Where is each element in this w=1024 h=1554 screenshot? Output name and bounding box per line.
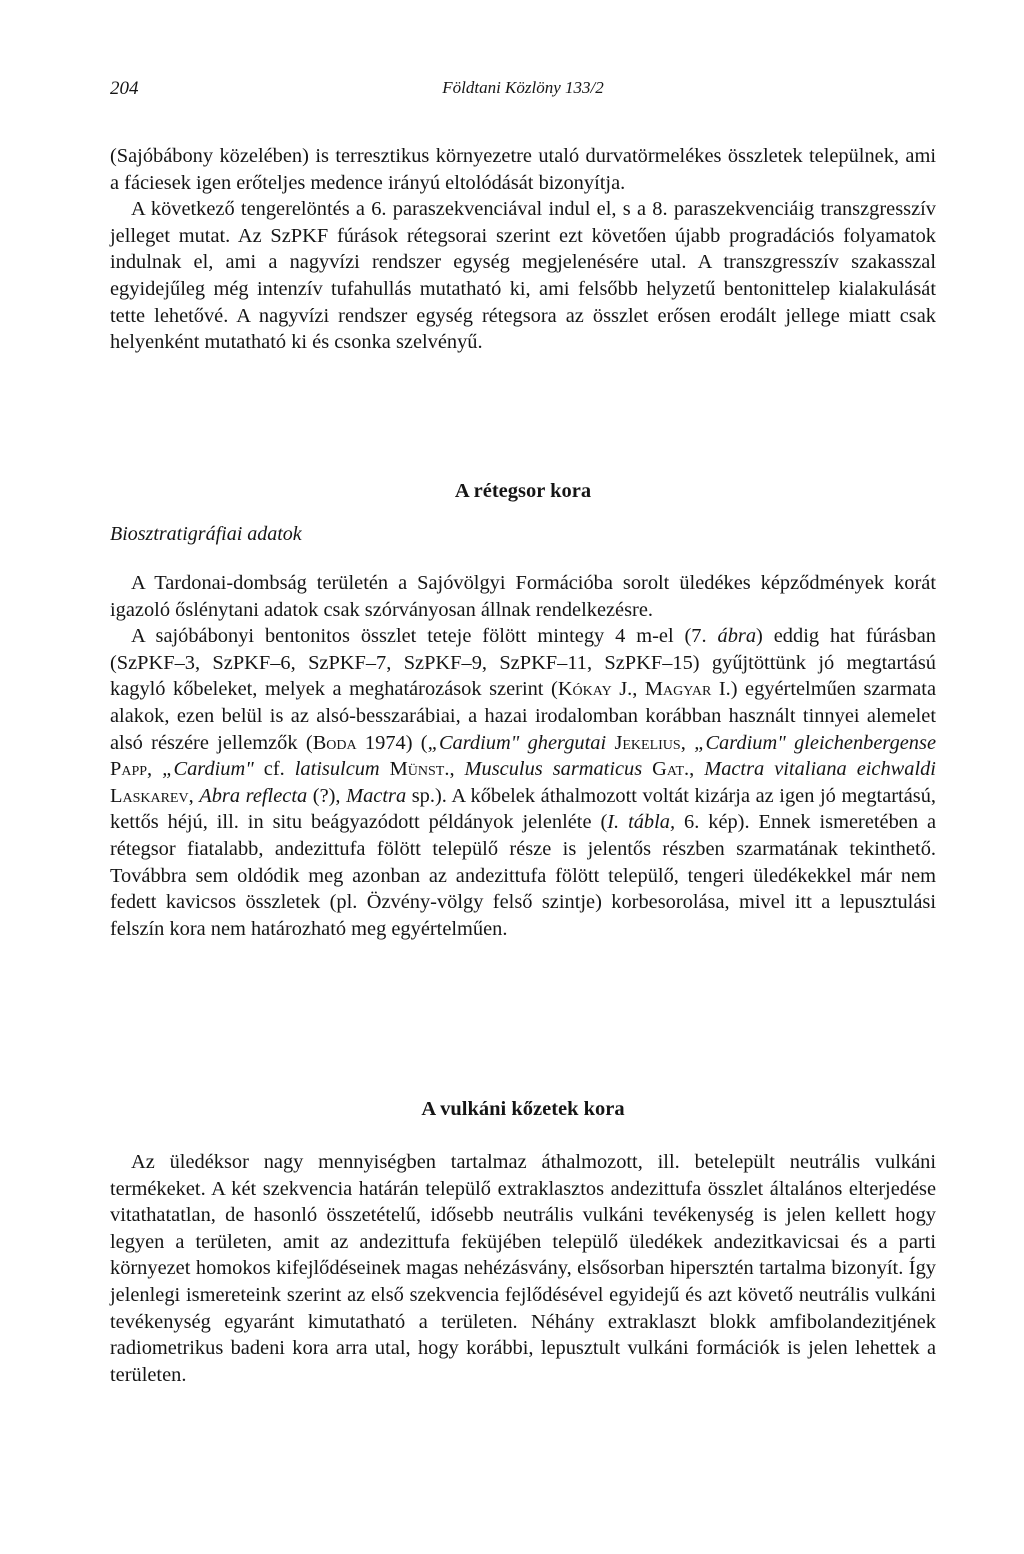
intro-paragraph-1: (Sajóbábony közelében) is terresztikus környezetre utaló durvatörmelékes összletek települnek, ami a fáciesek igen erőteljes medence irányú eltolódását bizonyítja. (110, 145, 936, 194)
text-run: I.) egyértelműen szarmata alakok, ezen belül is az alsó-besszarábiai, a hazai irodalomban korábban használt tinnyei alemelet alsó részére jellemzők ( (110, 678, 937, 754)
text-run: (?), (307, 784, 347, 807)
section2-text (110, 1149, 936, 1388)
species-name: Mactra (346, 784, 407, 807)
text-run: ) eddig hat fúrásban (SzPKF–3, SzPKF–6, SzPKF–7, SzPKF–9, SzPKF–11, SzPKF–15) gyűjtöttünk jó megtartású kagyló kőbeleket, melyek a meghatározások szerint ( (110, 625, 936, 701)
species-name: Mactra vitaliana eichwaldi (704, 758, 936, 781)
species-name: „Cardium" (162, 758, 254, 781)
text-run: ., (684, 758, 705, 781)
section1-paragraph-2 (110, 623, 936, 942)
text-run: sp.). A kőbelek áthalmozott voltát kizárja az igen jó megtartású, kettős héjú, ill. in situ beágyazódott példányok jelenléte ( (110, 784, 936, 834)
section-heading-volcanic: A vulkáni kőzetek kora (421, 1098, 625, 1120)
author-name: Gat (652, 758, 685, 781)
text-run: J., (611, 678, 645, 701)
section1-paragraph-1: A Tardonai-dombság területén a Sajóvölgyi Formációba sorolt üledékes képződmények korát igazoló őslénytani adatok csak szórványosan állnak rendelkezésre. (110, 572, 936, 621)
subheading-biostratigraphy: Biosztratigráfiai adatok (110, 523, 302, 545)
text-run: , (680, 731, 695, 754)
species-name: latisulcum (294, 758, 380, 781)
text-run (642, 758, 652, 780)
species-name: Abra reflecta (199, 784, 308, 807)
author-name: Magyar (644, 678, 712, 701)
text-run: 1974) ( (356, 731, 428, 754)
species-name: Musculus sarmaticus (464, 758, 643, 781)
author-name: Laskarev (110, 784, 189, 807)
author-name: Jekelius (614, 731, 681, 754)
journal-title: Földtani Közlöny 133/2 (442, 78, 604, 97)
text-run: , (147, 758, 163, 781)
section-heading-age: A rétegsor kora (454, 480, 592, 502)
text-run: cf. (253, 758, 295, 781)
intro-text (110, 143, 936, 356)
author-name: Kókay (557, 678, 612, 701)
text-run: 6. kép). Ennek ismeretében a rétegsor fiatalabb, andezittufa fölött települő része is jelentős részben szarmatának tekinthető. Továbbra sem oldódik meg azonban az andezittufa fölött települő, tengeri üledékekkel már nem fedett kavicsos összletek (pl. Özvény-völgy felső szintje) korbesorolása, mivel itt a lepusztulási felszín kora nem határozható meg egyértelműen. (110, 811, 937, 940)
text-run: , (188, 784, 200, 807)
author-name: Papp (110, 758, 148, 781)
plate-ref: I. tábla, (607, 811, 676, 834)
text-run: A sajóbábonyi bentonitos összlet teteje fölött mintegy 4 m-el (7. (131, 625, 718, 648)
section1-text (110, 570, 936, 942)
text-run (380, 758, 390, 780)
author-name: Münst (389, 758, 445, 781)
author-name: Boda (312, 731, 357, 754)
figure-ref: ábra (717, 625, 757, 648)
page (110, 0, 936, 1554)
page-number: 204 (110, 78, 139, 99)
species-name: „Cardium" ghergutai (427, 731, 607, 754)
text-run: ., (444, 758, 465, 781)
intro-paragraph-2: A következő tengerelöntés a 6. paraszekvenciával indul el, s a 8. paraszekvenciáig transzgresszív jelleget mutat. Az SzPKF fúrások rétegsorai szerint ezt követően újabb progradációs folyamatok indulnak el, ami a nagyvízi rendszer egység megjelenésére utal. A transzgresszív szakasszal egyidejűleg még intenzív tufahullás mutatható ki, ami felsőbb helyzetű bentonittelep kialakulását tette lehetővé. A nagyvízi rendszer egység rétegsora az összlet erősen erodált jellege miatt csak helyenként mutatható ki és csonka szelvényű. (110, 198, 936, 354)
species-name: „Cardium" gleichenbergense (694, 731, 936, 754)
running-head (110, 78, 936, 102)
section2-paragraph-1: Az üledéksor nagy mennyiségben tartalmaz áthalmozott, ill. betelepült neutrális vulkáni termékeket. A két szekvencia határán települő extraklasztos andezittufa összlet általános elterjedése vitathatatlan, de hasonló összetételű, idősebb neutrális vulkáni tevékenység is jelen kellett hogy legyen a területen, amit az andezittufa feküjében települő üledékek andezitkavicsai és a parti környezet homokos kifejlődéseinek magas nehézásvány, elsősorban hipersztén tartalma bizonyít. Így jelenlegi ismereteink szerint az első szekvencia fejlődésével egyidejű és azt követő neutrális vulkáni tevékenység egyaránt kimutatható a területen. Néhány extraklaszt blokk amfibolandezitjének radiometrikus badeni kora arra utal, hogy korábbi, lepusztult vulkáni formációk is jelen lehettek a területen. (110, 1151, 936, 1386)
